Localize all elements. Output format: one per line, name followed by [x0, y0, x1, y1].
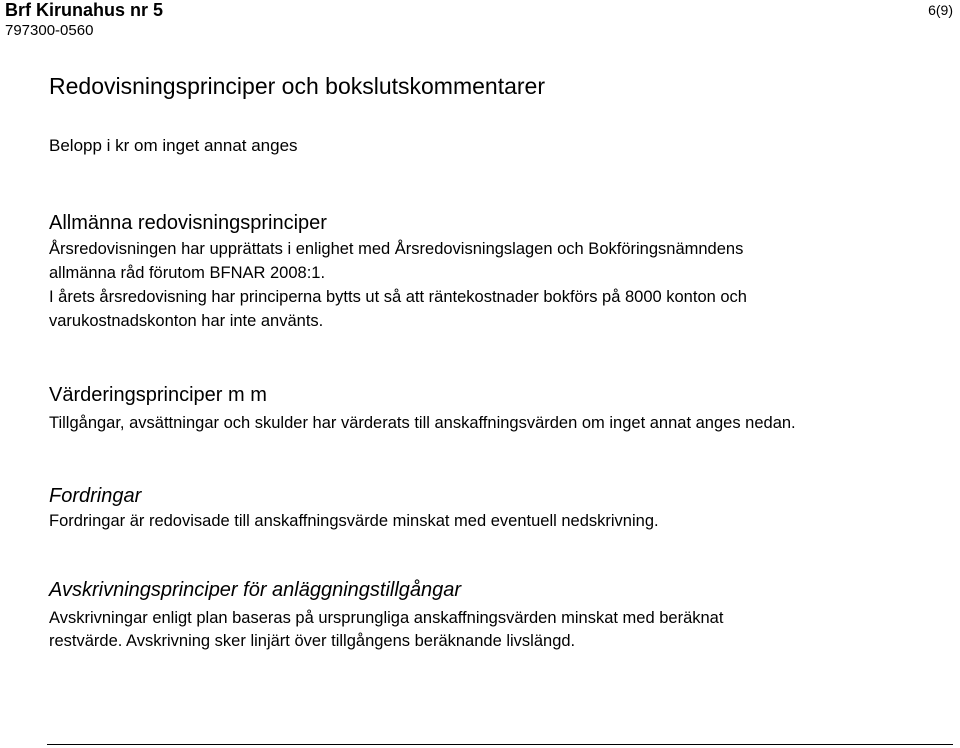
section-text-line: Tillgångar, avsättningar och skulder har värderats till anskaffningsvärden om inget annat anges nedan. — [49, 414, 796, 432]
page-number: 6(9) — [928, 2, 953, 18]
section-heading-depreciation-principles: Avskrivningsprinciper för anläggningstillgångar — [49, 579, 462, 601]
footer-rule — [47, 744, 953, 745]
section-heading-receivables: Fordringar — [49, 485, 142, 507]
section-heading-general-principles: Allmänna redovisningsprinciper — [49, 212, 327, 234]
page-title: Redovisningsprinciper och bokslutskommentarer — [49, 73, 546, 99]
organization-number: 797300-0560 — [5, 22, 94, 39]
organization-name: Brf Kirunahus nr 5 — [5, 0, 164, 20]
section-text-line: restvärde. Avskrivning sker linjärt över tillgångens beräknande livslängd. — [49, 632, 576, 650]
amount-note: Belopp i kr om inget annat anges — [49, 136, 298, 155]
section-heading-valuation-principles: Värderingsprinciper m m — [49, 384, 267, 406]
section-text-line: Årsredovisningen har upprättats i enlighet med Årsredovisningslagen och Bokföringsnämndens — [49, 240, 744, 258]
section-text-line: Fordringar är redovisade till anskaffningsvärde minskat med eventuell nedskrivning. — [49, 512, 659, 530]
section-text-line: I årets årsredovisning har principerna bytts ut så att räntekostnader bokförs på 8000 konton och — [49, 288, 747, 306]
section-text-line: varukostnadskonton har inte använts. — [49, 312, 324, 330]
section-text-line: allmänna råd förutom BFNAR 2008:1. — [49, 264, 326, 282]
section-text-line: Avskrivningar enligt plan baseras på ursprungliga anskaffningsvärden minskat med beräknat — [49, 609, 724, 627]
